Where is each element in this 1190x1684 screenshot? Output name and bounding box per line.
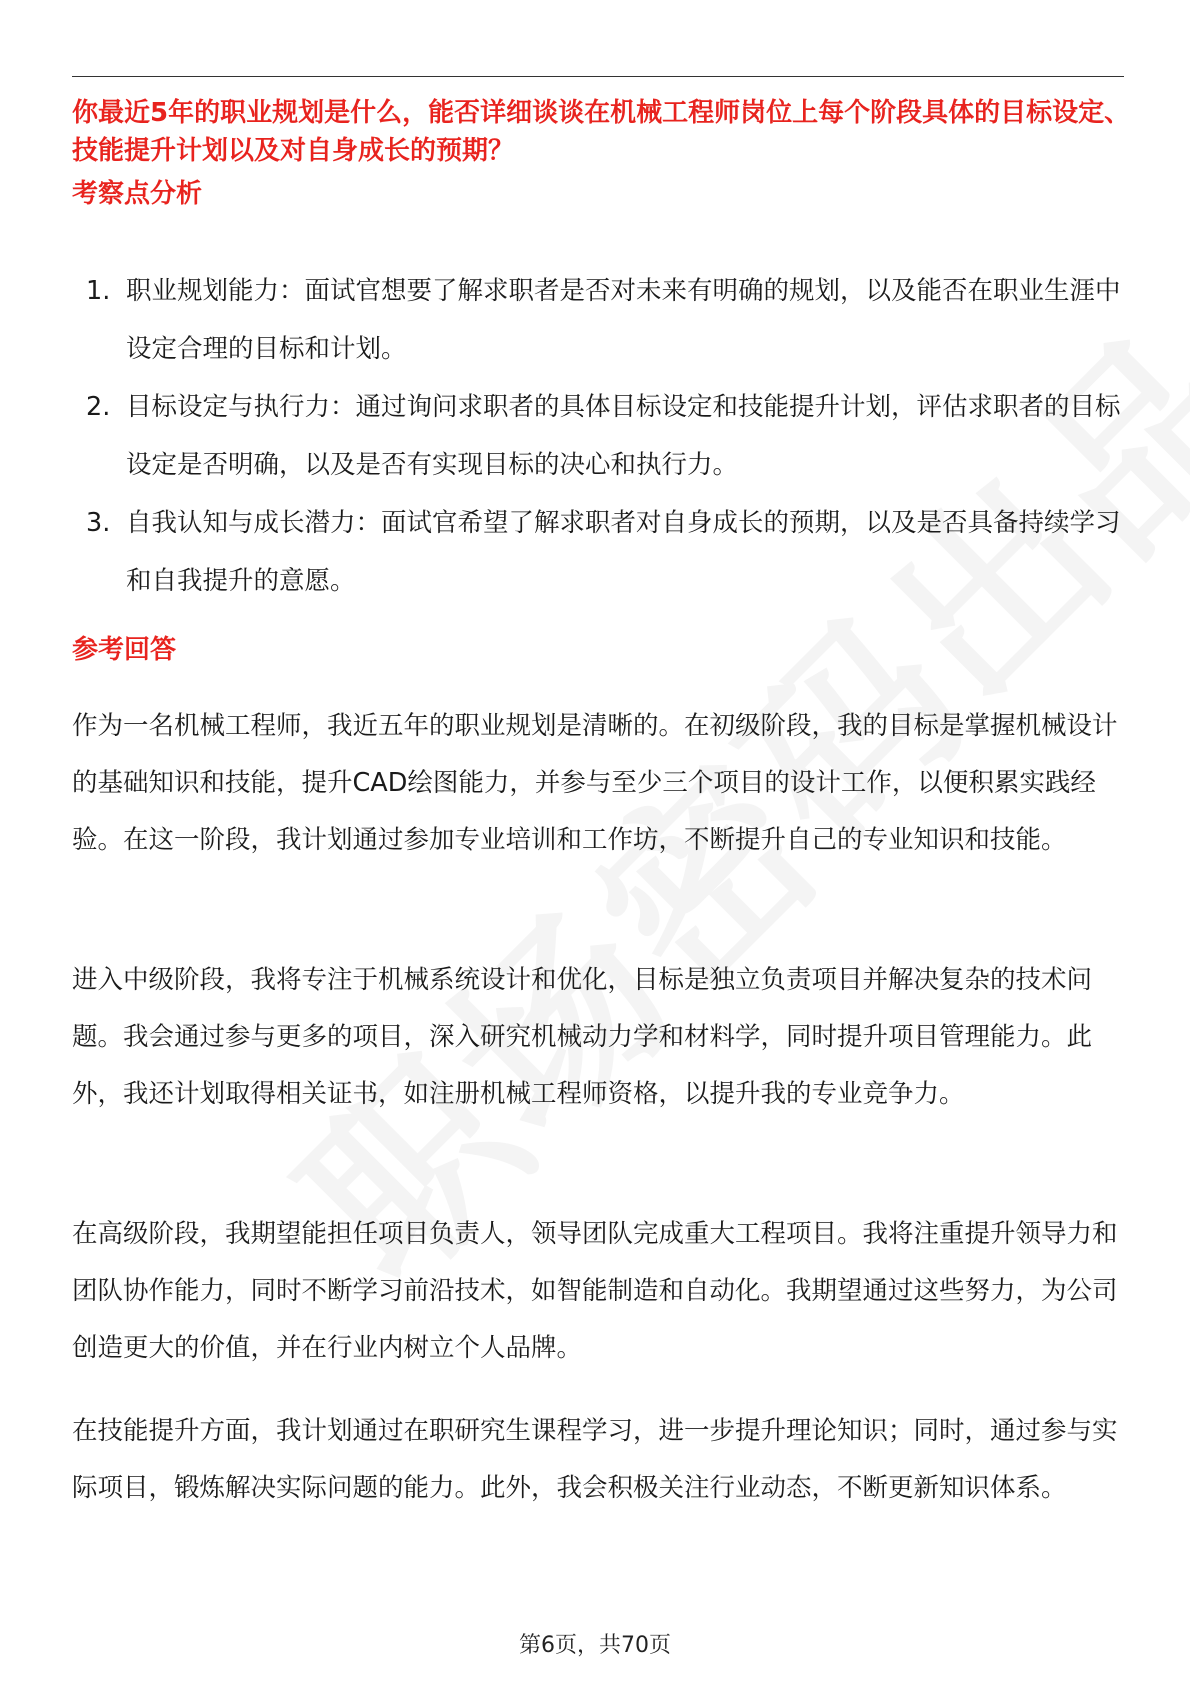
answer-paragraph: 作为一名机械工程师，我近五年的职业规划是清晰的。在初级阶段，我的目标是掌握机械设计的基础知识和技能，提升CAD绘图能力，并参与至少三个项目的设计工作，以便积累实践经验。在这一阶段，我计划通过参加专业培训和工作坊，不断提升自己的专业知识和技能。: [72, 711, 1118, 855]
reference-heading: 参考回答: [72, 635, 177, 665]
answer-paragraph: 在高级阶段，我期望能担任项目负责人，领导团队完成重大工程项目。我将注重提升领导力和团队协作能力，同时不断学习前沿技术，如智能制造和自动化。我期望通过这些努力，为公司创造更大的价值，并在行业内树立个人品牌。: [72, 1219, 1118, 1363]
analysis-point: [72, 494, 1132, 610]
analysis-heading: 考察点分析: [72, 179, 203, 209]
point-number: 1.: [86, 276, 111, 306]
point-text: 目标设定与执行力：通过询问求职者的具体目标设定和技能提升计划，评估求职者的目标设定是否明确，以及是否有实现目标的决心和执行力。: [126, 392, 1121, 480]
analysis-point: [72, 262, 1132, 378]
page-number-footer: 第6页，共70页: [519, 1633, 671, 1658]
answer-paragraph: 进入中级阶段，我将专注于机械系统设计和优化，目标是独立负责项目并解决复杂的技术问题。我会通过参与更多的项目，深入研究机械动力学和材料学，同时提升项目管理能力。此外，我还计划取得相关证书，如注册机械工程师资格，以提升我的专业竞争力。: [72, 965, 1093, 1109]
point-text: 职业规划能力：面试官想要了解求职者是否对未来有明确的规划，以及能否在职业生涯中设定合理的目标和计划。: [126, 276, 1121, 364]
question-title: 你最近5年的职业规划是什么，能否详细谈谈在机械工程师岗位上每个阶段具体的目标设定、技能提升计划以及对自身成长的预期？: [72, 98, 1131, 166]
point-text: 自我认知与成长潜力：面试官希望了解求职者对自身成长的预期，以及是否具备持续学习和自我提升的意愿。: [126, 508, 1121, 596]
point-number: 2.: [86, 392, 111, 422]
point-number: 3.: [86, 508, 111, 538]
analysis-points-list: [72, 262, 1132, 610]
top-divider: [72, 76, 1124, 77]
answer-paragraph: 在技能提升方面，我计划通过在职研究生课程学习，进一步提升理论知识；同时，通过参与实际项目，锻炼解决实际问题的能力。此外，我会积极关注行业动态，不断更新知识体系。: [72, 1416, 1118, 1503]
analysis-point: [72, 378, 1132, 494]
